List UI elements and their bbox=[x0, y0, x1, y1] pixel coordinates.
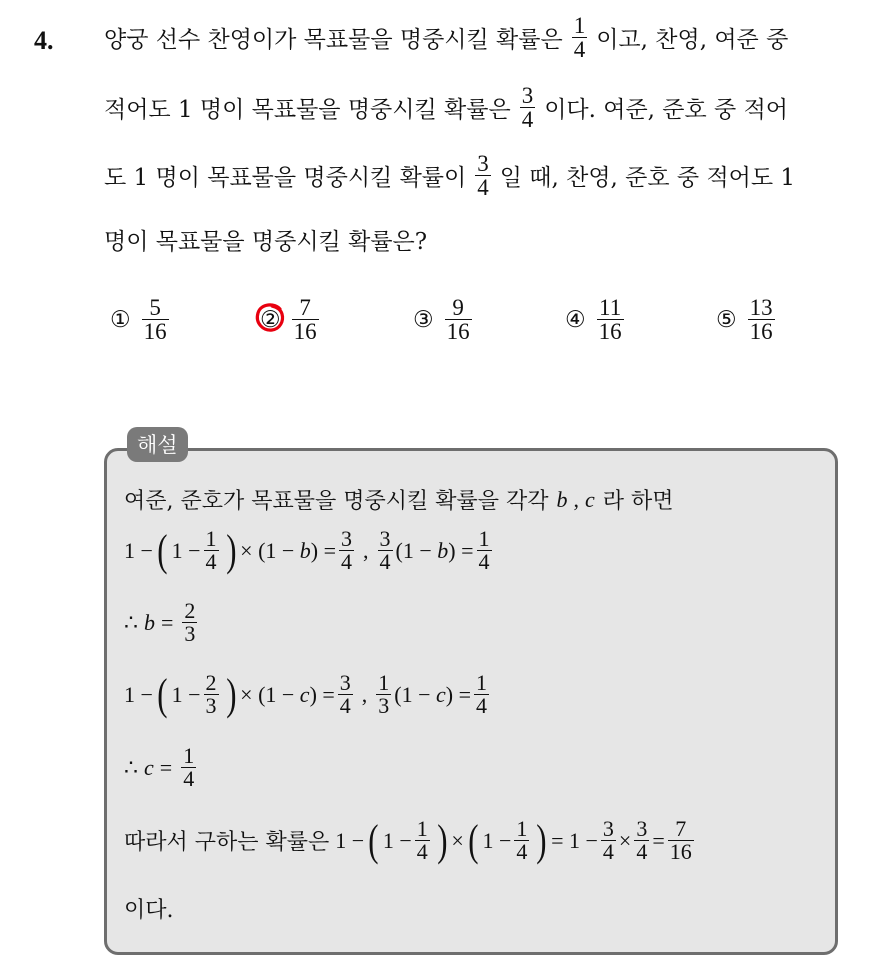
therefore-b: ∴ b = $\frac{2}{3}$ bbox=[124, 598, 196, 647]
option-fraction: $\frac{13}{16}$ bbox=[749, 295, 773, 345]
question-number: 4. bbox=[34, 26, 54, 55]
question-line-3 bbox=[104, 152, 795, 200]
question-text: 이다. 여준, 준호 중 적어 bbox=[544, 97, 789, 124]
option-number: ③ bbox=[413, 306, 434, 332]
therefore-c: ∴ c = $\frac{1}{4}$ bbox=[124, 743, 195, 792]
option-fraction: $\frac{5}{16}$ bbox=[143, 295, 167, 345]
option-fraction: $\frac{11}{16}$ bbox=[598, 295, 622, 345]
fraction: $\frac{3}{4}$ bbox=[477, 151, 489, 201]
option-number: ⑤ bbox=[716, 306, 737, 332]
option-5[interactable] bbox=[716, 296, 778, 344]
option-number: ② bbox=[260, 306, 281, 332]
final-equation: 따라서 구하는 확률은 1 − ( 1 − $\frac{1}{4}$ ) × ( 1 − $\frac{1}{4}$ ) = 1 − $\frac{3}{4}$ × $\frac{3}{4}$ = $\frac{7}{16}$ bbox=[124, 815, 692, 865]
variable-c: c bbox=[585, 486, 595, 512]
question-text: 일 때, 찬영, 준호 중 적어도 1 bbox=[499, 165, 796, 192]
question-text: 적어도 1 명이 목표물을 명중시킬 확률은 bbox=[104, 97, 511, 124]
option-fraction: $\frac{9}{16}$ bbox=[446, 295, 470, 345]
question-text: 양궁 선수 찬영이가 목표물을 명중시킬 확률은 bbox=[104, 27, 563, 54]
option-4[interactable] bbox=[565, 296, 627, 344]
option-fraction: $\frac{7}{16}$ bbox=[293, 295, 317, 345]
solution-text: 여준, 준호가 목표물을 명중시킬 확률을 각각 bbox=[124, 489, 549, 514]
solution-text: 라 하면 bbox=[602, 489, 674, 514]
solution-intro bbox=[124, 484, 674, 515]
question-text: 도 1 명이 목표물을 명중시킬 확률이 bbox=[104, 165, 467, 192]
solution-text: 따라서 구하는 확률은 bbox=[124, 830, 330, 856]
question-line-2 bbox=[104, 84, 788, 132]
fraction: $\frac{1}{4}$ bbox=[573, 13, 586, 63]
question-text: 명이 목표물을 명중시킬 확률은? bbox=[104, 229, 428, 255]
option-number: ① bbox=[110, 306, 131, 332]
fraction: $\frac{3}{4}$ bbox=[521, 83, 534, 133]
option-number: ④ bbox=[565, 306, 586, 332]
equation-1: 1 − ( 1 − $\frac{1}{4}$ ) × (1 − b) = $\frac{3}{4}$ , $\frac{3}{4}$ (1 − b) = $\frac{1}{4}$ bbox=[124, 525, 490, 575]
solution-tag: 해설 bbox=[127, 427, 188, 462]
option-3[interactable] bbox=[413, 296, 475, 344]
question-line-4 bbox=[104, 223, 427, 256]
question-line-1 bbox=[104, 14, 788, 62]
variable-b: b bbox=[556, 486, 568, 512]
comma: , bbox=[573, 486, 579, 512]
equation-2: 1 − ( 1 − $\frac{2}{3}$ ) × (1 − c) = $\frac{3}{4}$ , $\frac{1}{3}$ (1 − c) = $\frac{1}{4}$ bbox=[124, 669, 488, 719]
option-1[interactable] bbox=[110, 296, 172, 344]
selected-circle-mark bbox=[253, 300, 287, 334]
option-2[interactable] bbox=[260, 296, 322, 344]
solution-ending: 이다. bbox=[124, 898, 174, 923]
question-text: 이고, 찬영, 여준 중 bbox=[596, 27, 789, 54]
